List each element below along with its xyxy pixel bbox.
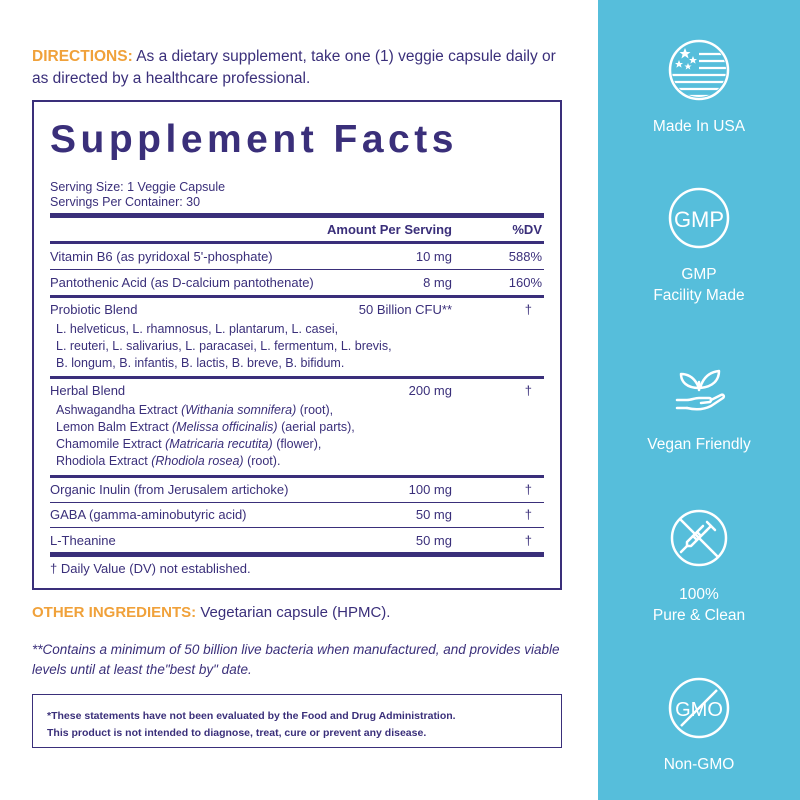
supplement-facts-panel (32, 100, 562, 590)
probiotic-strains-line: L. helveticus, L. rhamnosus, L. plantarum, L. casei, (56, 322, 339, 336)
divider-thin (50, 527, 544, 528)
serving-size: Serving Size: 1 Veggie Capsule (50, 180, 226, 194)
row-name: L-Theanine (50, 533, 116, 548)
non-gmo-icon-text: GMO (675, 699, 723, 721)
divider-thick (50, 213, 544, 218)
divider-thin (50, 502, 544, 503)
badge-label: GMP Facility Made (653, 266, 745, 304)
badge-label: Made In USA (652, 118, 746, 135)
row-dv: † (524, 482, 532, 497)
badge-pure-clean (598, 506, 800, 626)
header-amount: Amount Per Serving (327, 222, 452, 237)
disclaimer-line: *These statements have not been evaluated by the Food and Drug Administration. (47, 710, 456, 722)
badge-non-gmo (598, 676, 800, 775)
fda-disclaimer (32, 694, 562, 748)
probiotic-strains-line: L. reuteri, L. salivarius, L. paracasei, L. fermentum, L. brevis, (56, 339, 392, 353)
row-amount: 50 mg (415, 507, 452, 522)
row-dv: † (524, 383, 532, 398)
divider-thin (50, 269, 544, 270)
badge-label: Vegan Friendly (647, 436, 751, 453)
divider-thick (50, 552, 544, 557)
row-dv: 160% (508, 275, 542, 290)
probiotic-strains-line: B. longum, B. infantis, B. lactis, B. breve, B. bifidum. (56, 356, 345, 370)
other-ingredients-text: Vegetarian capsule (HPMC). (200, 604, 391, 621)
row-dv: 588% (508, 249, 542, 264)
row-amount: 50 mg (415, 533, 452, 548)
row-dv: † (524, 533, 532, 548)
gmp-icon (667, 186, 731, 250)
probiotic-note: **Contains a minimum of 50 billion live bacteria when manufactured, and provides viable levels until at least the"best by" date. (32, 642, 560, 677)
row-name: Pantothenic Acid (as D-calcium pantothenate) (50, 275, 314, 290)
features-sidebar (598, 0, 800, 800)
facts-title: Supplement Facts (50, 118, 458, 161)
row-name: GABA (gamma-aminobutyric acid) (50, 507, 247, 522)
other-ingredients (32, 604, 390, 621)
other-ingredients-heading: OTHER INGREDIENTS: (32, 604, 197, 621)
non-gmo-icon (667, 676, 731, 740)
row-amount: 100 mg (408, 482, 452, 497)
no-syringe-icon (667, 506, 731, 570)
row-name: Probiotic Blend (50, 302, 138, 317)
divider-medium (50, 295, 544, 298)
badge-gmp (598, 186, 800, 306)
row-name: Herbal Blend (50, 383, 126, 398)
divider-medium (50, 475, 544, 478)
directions-text (32, 46, 562, 90)
usa-flag-icon (667, 38, 731, 102)
row-amount: 8 mg (423, 275, 452, 290)
facts-footnote: † Daily Value (DV) not established. (50, 561, 251, 576)
disclaimer-line: This product is not intended to diagnose, treat, cure or prevent any disease. (47, 727, 427, 739)
row-dv: † (524, 507, 532, 522)
row-amount: 200 mg (408, 383, 452, 398)
row-amount: 50 Billion CFU** (358, 302, 452, 317)
badge-label: Non-GMO (663, 756, 735, 773)
directions-heading: DIRECTIONS: (32, 48, 133, 65)
badge-vegan (598, 356, 800, 455)
gmp-icon-text: GMP (673, 207, 725, 232)
herbal-ingredient-line: Chamomile Extract (Matricaria recutita) (flower), (56, 437, 322, 451)
row-name: Organic Inulin (from Jerusalem artichoke) (50, 482, 289, 497)
herbal-ingredient-line: Lemon Balm Extract (Melissa officinalis) (aerial parts), (56, 420, 355, 434)
row-name: Vitamin B6 (as pyridoxal 5'-phosphate) (50, 249, 273, 264)
badge-label: 100% Pure & Clean (652, 586, 746, 624)
herbal-ingredient-line: Rhodiola Extract (Rhodiola rosea) (root). (56, 454, 281, 468)
divider-medium (50, 241, 544, 244)
divider-medium (50, 376, 544, 379)
vegan-leaf-hand-icon (667, 356, 731, 420)
row-dv: † (524, 302, 532, 317)
header-dv: %DV (512, 222, 542, 237)
servings-per-container: Servings Per Container: 30 (50, 195, 201, 209)
badge-made-in-usa (598, 38, 800, 137)
directions-body: As a dietary supplement, take one (1) veggie capsule daily or as directed by a healthcare professional. (32, 48, 556, 87)
row-amount: 10 mg (415, 249, 452, 264)
herbal-ingredient-line: Ashwagandha Extract (Withania somnifera) (root), (56, 403, 334, 417)
